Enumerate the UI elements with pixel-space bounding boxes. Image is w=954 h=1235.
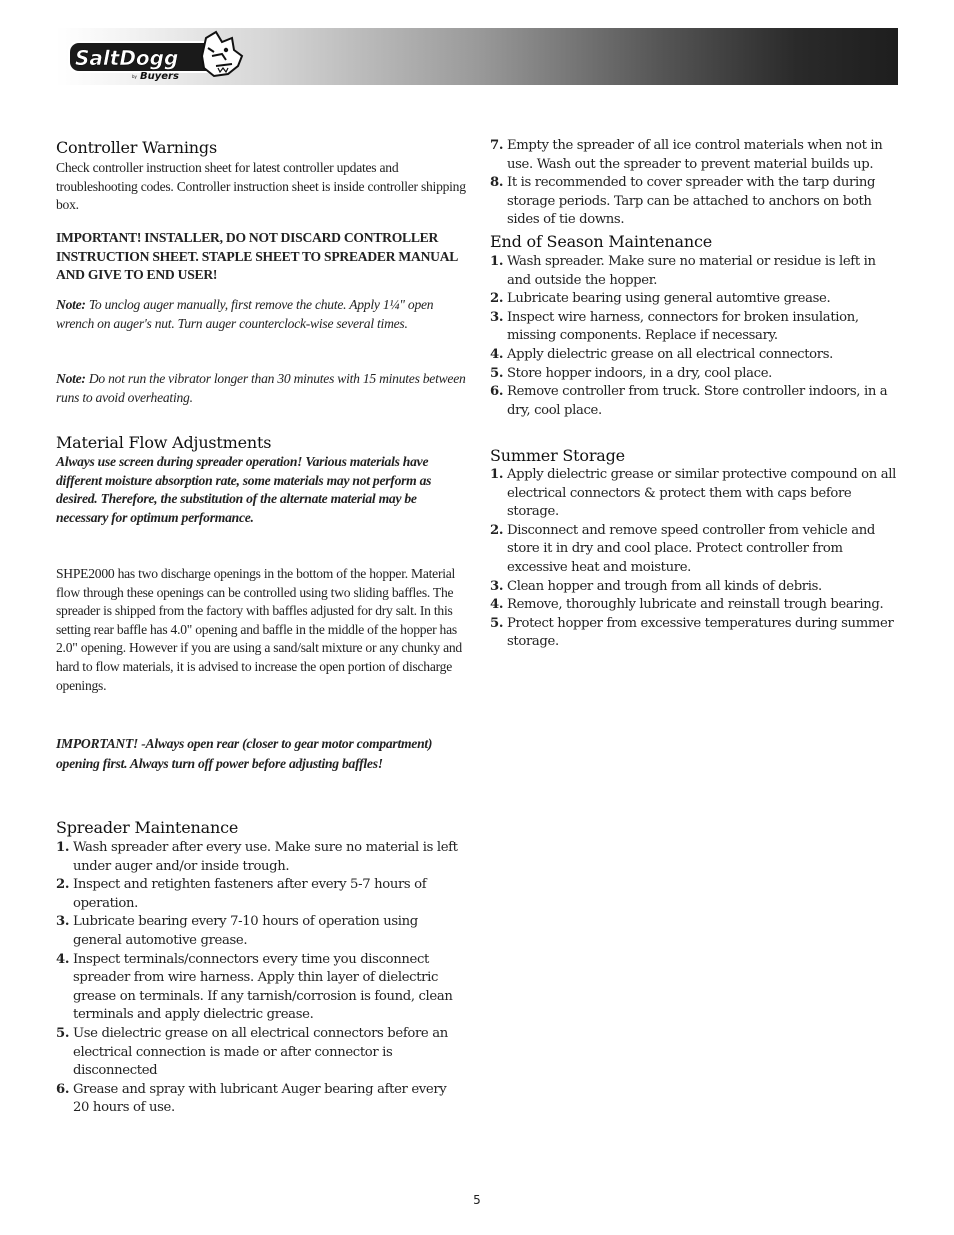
list-item-number: 1. xyxy=(490,254,504,269)
list-item-number: 6. xyxy=(56,1081,70,1097)
list-item xyxy=(490,174,900,230)
list-item-text: Remove, thoroughly lubricate and reinstall trough bearing. xyxy=(507,597,884,613)
list-item-number: 1. xyxy=(490,467,504,482)
list-item xyxy=(490,596,900,615)
list-item xyxy=(490,290,900,309)
list-item-number: 8. xyxy=(490,175,504,191)
list-item xyxy=(490,309,900,346)
summer-storage-heading: Summer Storage xyxy=(490,446,625,465)
list-item xyxy=(490,466,900,522)
controller-important-notice: IMPORTANT! INSTALLER, DO NOT DISCARD CONTROLLER INSTRUCTION SHEET. STAPLE SHEET TO SPREADER MANUAL AND GIVE TO END USER! xyxy=(56,230,458,283)
list-item-number: 2. xyxy=(56,877,70,893)
list-item-text: Wash spreader after every use. Make sure no material is left under auger and/or inside trough. xyxy=(73,840,458,874)
list-item xyxy=(56,1081,466,1118)
list-item-text: Wash spreader. Make sure no material or residue is left in and outside the hopper. xyxy=(507,254,876,288)
list-item xyxy=(56,913,466,950)
list-item-number: 2. xyxy=(490,291,504,307)
spreader-maintenance-heading: Spreader Maintenance xyxy=(56,818,239,837)
logo-sub-text: by xyxy=(132,74,137,79)
list-item-text: Apply dielectric grease on all electrical connectors. xyxy=(507,346,833,362)
list-item-number: 2. xyxy=(490,522,504,538)
list-item-number: 5. xyxy=(490,615,504,631)
list-item-text: It is recommended to cover spreader with the tarp during storage periods. Tarp can be attached to anchors on both sides of tie downs. xyxy=(507,175,876,228)
list-item-number: 3. xyxy=(490,309,504,325)
list-item-text: Inspect wire harness, connectors for broken insulation, missing components. Replace if necessary. xyxy=(507,309,859,344)
list-item-text: Inspect and retighten fasteners after every 5-7 hours of operation. xyxy=(73,877,427,911)
list-item-text: Remove controller from truck. Store controller indoors, in a dry, cool place. xyxy=(507,384,888,418)
end-of-season-list xyxy=(490,253,900,420)
list-item-text: Use dielectric grease on all electrical connectors before an electrical connection is made or after connector is disconnected xyxy=(73,1025,448,1079)
list-item xyxy=(490,365,900,384)
material-flow-warning: Always use screen during spreader operation! Various materials have different moisture absorption rate, some materials may not perform as desired. Therefore, the substitution of the alternate material may be necessary for optimum performance. xyxy=(56,454,432,525)
list-item-text: Lubricate bearing using general automtive grease. xyxy=(507,291,831,307)
list-item-number: 4. xyxy=(56,951,70,967)
list-item xyxy=(490,383,900,420)
list-item xyxy=(56,839,466,876)
logo-company-text: Buyers xyxy=(140,71,179,82)
list-item xyxy=(56,1025,466,1081)
list-item-text: Clean hopper and trough from all kinds of debris. xyxy=(507,578,822,594)
note-label: Note: xyxy=(56,297,86,312)
list-item xyxy=(490,578,900,597)
list-item-text: Lubricate bearing every 7-10 hours of operation using general automotive grease. xyxy=(73,914,418,948)
page-number: 5 xyxy=(473,1193,481,1207)
note-vibrator xyxy=(56,370,466,407)
list-item-number: 3. xyxy=(56,914,70,930)
list-item xyxy=(490,346,900,365)
list-item-text: Empty the spreader of all ice control materials when not in use. Wash out the spreader to prevent material builds up. xyxy=(507,138,883,172)
list-item-number: 7. xyxy=(490,138,504,153)
list-item-text: Disconnect and remove speed controller from vehicle and store it in dry and cool place. Protect controller from excessive heat and moisture. xyxy=(507,522,876,575)
material-flow-important: IMPORTANT! -Always open rear (closer to gear motor compartment) opening first. Always turn off power before adjusting baffles! xyxy=(56,736,433,771)
list-item-text: Grease and spray with lubricant Auger bearing after every 20 hours of use. xyxy=(73,1081,447,1116)
list-item-number: 5. xyxy=(490,365,504,381)
list-item-text: Protect hopper from excessive temperatures during summer storage. xyxy=(507,615,894,650)
summer-storage-list xyxy=(490,466,900,652)
note-label: Note: xyxy=(56,371,86,386)
logo-brand-text: SaltDogg xyxy=(75,46,179,70)
list-item xyxy=(56,876,466,913)
list-item xyxy=(490,522,900,578)
list-item-text: Apply dielectric grease or similar protective compound on all electrical connectors & protect them with caps before storage. xyxy=(507,467,896,520)
note-text: Do not run the vibrator longer than 30 minutes with 15 minutes between runs to avoid overheating. xyxy=(56,371,466,405)
list-item-number: 4. xyxy=(490,597,504,613)
controller-warnings-heading: Controller Warnings xyxy=(56,138,217,157)
material-flow-heading: Material Flow Adjustments xyxy=(56,433,272,452)
spreader-maintenance-list xyxy=(56,839,466,1118)
list-item-number: 6. xyxy=(490,384,504,400)
list-item-number: 1. xyxy=(56,840,70,855)
list-item-text: Inspect terminals/connectors every time you disconnect spreader from wire harness. Apply thin layer of dielectric grease on terminals. If any tarnish/corrosion is found, clean terminals and apply dielectric grease. xyxy=(73,951,453,1023)
list-item xyxy=(490,253,900,290)
list-item xyxy=(490,137,900,174)
list-item xyxy=(490,615,900,652)
end-of-season-heading: End of Season Maintenance xyxy=(490,232,712,251)
spreader-maintenance-list-continued xyxy=(490,137,900,230)
note-unclog-auger xyxy=(56,296,466,333)
material-flow-body: SHPE2000 has two discharge openings in the bottom of the hopper. Material flow through these openings can be controlled using two sliding baffles. The spreader is shipped from the factory with baffles adjusted for dry salt. In this setting rear baffle has 4.0" opening and baffle in the middle of the hopper has 2.0" opening. However if you are using a sand/salt mixture or any chunky and hard to flow materials, it is advised to increase the open portion of discharge openings. xyxy=(56,566,462,693)
list-item xyxy=(56,951,466,1025)
header-banner xyxy=(56,28,898,85)
list-item-number: 5. xyxy=(56,1025,70,1041)
list-item-text: Store hopper indoors, in a dry, cool place. xyxy=(507,365,772,381)
controller-warnings-body: Check controller instruction sheet for latest controller updates and troubleshooting codes. Controller instruction sheet is inside controller shipping box. xyxy=(56,160,466,213)
list-item-number: 4. xyxy=(490,346,504,362)
note-text: To unclog auger manually, first remove the chute. Apply 1¼" open wrench on auger's nut. Turn auger counterclock-wise several times. xyxy=(56,297,434,331)
list-item-number: 3. xyxy=(490,578,504,594)
saltdogg-logo xyxy=(56,28,256,85)
